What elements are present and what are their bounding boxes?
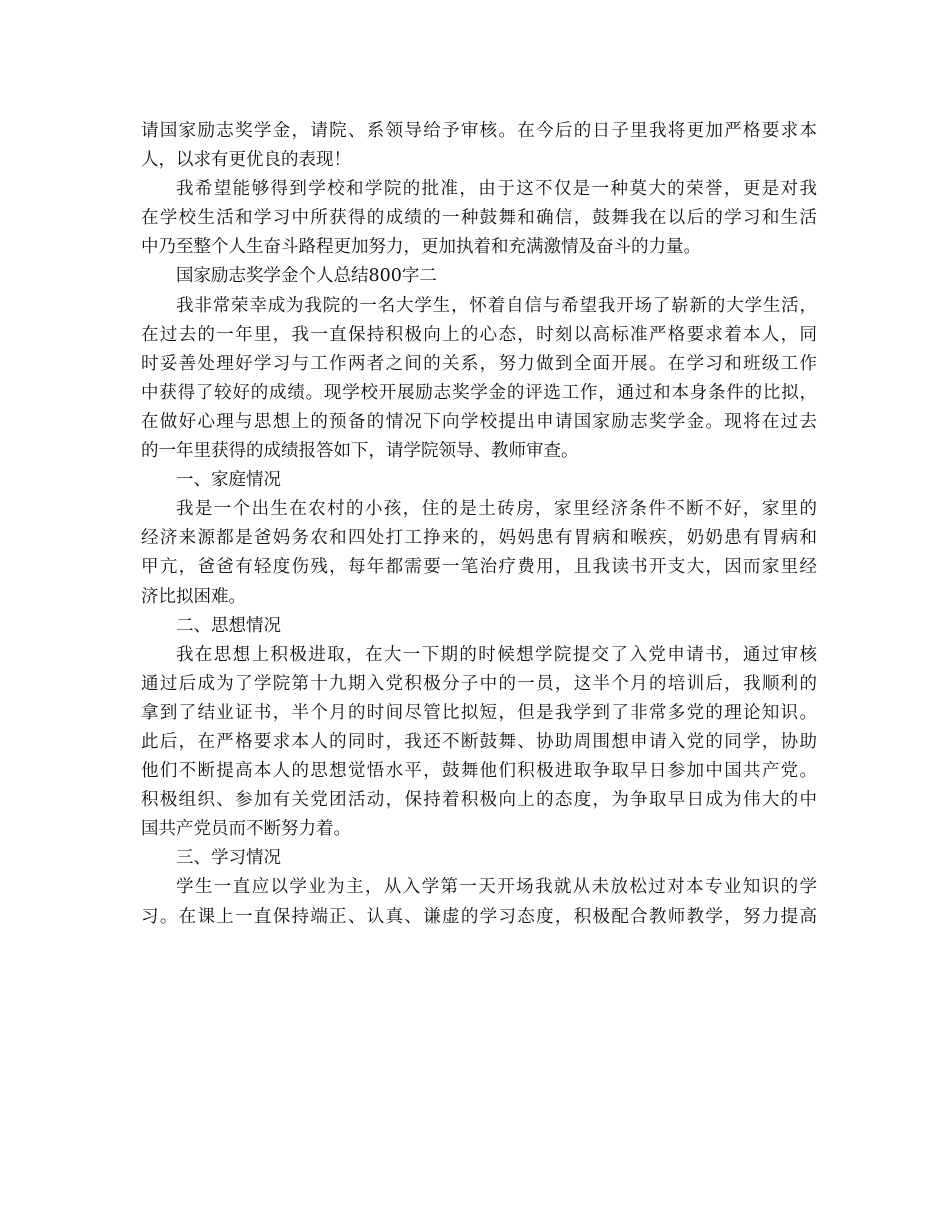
text-line: 中获得了较好的成绩。现学校开展励志奖学金的评选工作，通过和本身条件的比拟， bbox=[141, 382, 817, 403]
text-line: 我非常荣幸成为我院的一名大学生，怀着自信与希望我开场了崭新的大学生活， bbox=[176, 295, 817, 316]
text-line: 他们不断提高本人的思想觉悟水平，鼓舞他们积极进取争取早日参加中国共产党。 bbox=[141, 761, 817, 782]
text-line: 的一年里获得的成绩报答如下，请学院领导、教师审查。 bbox=[141, 441, 579, 462]
text-line: 时妥善处理好学习与工作两者之间的关系，努力做到全面开展。在学习和班级工作 bbox=[141, 353, 817, 374]
text-line: 通过后成为了学院第十九期入党积极分子中的一员，这半个月的培训后，我顺利的 bbox=[141, 673, 817, 694]
text-line: 二、思想情况 bbox=[176, 615, 281, 636]
text-line: 学生一直应以学业为主，从入学第一天开场我就从未放松过对本专业知识的学 bbox=[176, 877, 817, 898]
text-line: 国家励志奖学金个人总结800字二 bbox=[176, 266, 437, 287]
text-line: 经济来源都是爸妈务农和四处打工挣来的，妈妈患有胃病和喉疾，奶奶患有胃病和 bbox=[141, 528, 817, 549]
text-line: 中乃至整个人生奋斗路程更加努力，更加执着和充满激情及奋斗的力量。 bbox=[141, 237, 701, 258]
text-line: 一、家庭情况 bbox=[176, 470, 281, 491]
text-line: 甲亢，爸爸有轻度伤残，每年都需要一笔治疗费用，且我读书开支大，因而家里经 bbox=[141, 557, 817, 578]
document-body bbox=[141, 117, 817, 932]
text-line: 我希望能够得到学校和学院的批准，由于这不仅是一种莫大的荣誉，更是对我 bbox=[176, 179, 817, 200]
text-line: 在做好心理与思想上的预备的情况下向学校提出申请国家励志奖学金。现将在过去 bbox=[141, 411, 817, 432]
text-line: 在过去的一年里，我一直保持积极向上的心态，时刻以高标准严格要求着本人，同 bbox=[141, 324, 817, 345]
text-line: 我是一个出生在农村的小孩，住的是土砖房，家里经济条件不断不好，家里的 bbox=[176, 499, 817, 520]
text-line: 我在思想上积极进取，在大一下期的时候想学院提交了入党申请书，通过审核 bbox=[176, 644, 817, 665]
text-line: 积极组织、参加有关党团活动，保持着积极向上的态度，为争取早日成为伟大的中 bbox=[141, 790, 817, 811]
text-line: 济比拟困难。 bbox=[141, 586, 246, 607]
text-line: 拿到了结业证书，半个月的时间尽管比拟短，但是我学到了非常多党的理论知识。 bbox=[141, 702, 817, 723]
text-line: 国共产党员而不断努力着。 bbox=[141, 819, 351, 840]
text-line: 习。在课上一直保持端正、认真、谦虚的学习态度，积极配合教师教学，努力提高 bbox=[141, 906, 817, 927]
text-line: 此后，在严格要求本人的同时，我还不断鼓舞、协助周围想申请入党的同学，协助 bbox=[141, 731, 817, 752]
text-line: 请国家励志奖学金，请院、系领导给予审核。在今后的日子里我将更加严格要求本 bbox=[141, 121, 817, 141]
text-line: 人，以求有更优良的表现！ bbox=[141, 150, 351, 171]
text-line: 在学校生活和学习中所获得的成绩的一种鼓舞和确信，鼓舞我在以后的学习和生活 bbox=[141, 208, 817, 229]
text-line: 三、学习情况 bbox=[176, 848, 281, 869]
